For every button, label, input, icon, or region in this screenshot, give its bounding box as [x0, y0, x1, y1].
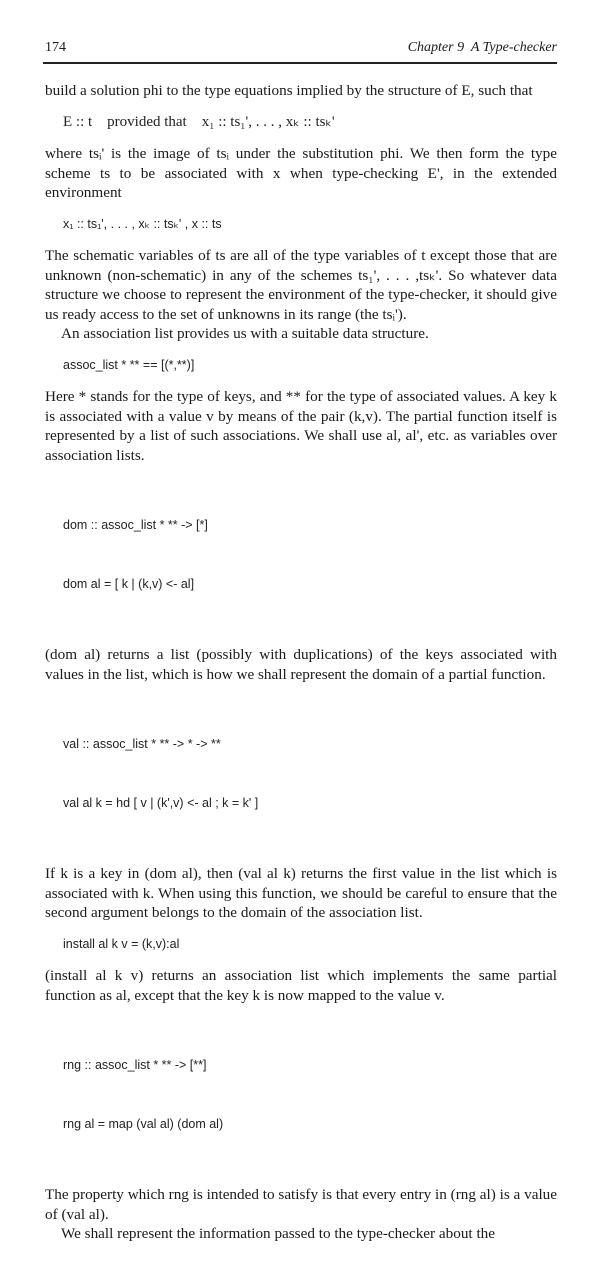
chapter-title: Chapter 9 A Type-checker	[407, 40, 557, 55]
code-block	[63, 1017, 557, 1173]
code-line: val :: assoc_list * ** -> * -> **	[63, 737, 221, 751]
code-line: dom al = [ k | (k,v) <- al]	[63, 576, 195, 591]
header-rule	[43, 62, 557, 64]
equation: x₁ :: ts₁', . . . , xₖ :: tsₖ' , x :: ts	[63, 216, 222, 231]
page-number: 174	[45, 40, 66, 55]
running-header	[45, 38, 557, 58]
paragraph: If k is a key in (dom al), then (val al k) returns the first value in the list which is associated with k. When using this function, we should be careful to ensure that the second argument belongs to the domain of the association list.	[45, 865, 557, 921]
code-block	[63, 477, 557, 633]
paragraph: (install al k v) returns an association list which implements the same partial function as al, except that the key k is now mapped to the value v.	[45, 967, 557, 1004]
paragraph: where tsᵢ' is the image of tsᵢ under the substitution phi. We then form the type scheme ts to be associated with x when type-checking E', in the extended environment	[45, 145, 557, 201]
code-block	[63, 696, 557, 852]
code-line: rng :: assoc_list * ** -> [**]	[63, 1058, 207, 1072]
code-line: assoc_list * ** == [(*,**)]	[63, 357, 195, 372]
paragraph: We shall represent the information passed to the type-checker about the	[61, 1225, 495, 1242]
paragraph: An association list provides us with a suitable data structure.	[61, 325, 429, 342]
paragraph: The schematic variables of ts are all of the type variables of t except those that are unknown (non-schematic) in any of the schemes ts₁', . . . ,tsₖ'. So whatever data structure we choose to represent the environment of the type-checker, it should give us ready access to the set of unknowns in its range (the tsᵢ').	[45, 247, 557, 323]
paragraph: (dom al) returns a list (possibly with duplications) of the keys associated with values in the list, which is how we shall represent the domain of a partial function.	[45, 646, 557, 683]
code-line: install al k v = (k,v):al	[63, 936, 180, 951]
code-line: val al k = hd [ v | (k',v) <- al ; k = k' ]	[63, 795, 259, 810]
paragraph: Here * stands for the type of keys, and ** for the type of associated values. A key k is associated with a value v by means of the pair (k,v). The partial function itself is represented by a list of such associations. We shall use al, al', etc. as variables over association lists.	[45, 388, 557, 464]
paragraph: build a solution phi to the type equations implied by the structure of E, such that	[45, 82, 533, 99]
equation: E :: t provided that x₁ :: ts₁', . . . , xₖ :: tsₖ'	[63, 113, 335, 130]
code-line: rng al = map (val al) (dom al)	[63, 1116, 224, 1131]
code-line: dom :: assoc_list * ** -> [*]	[63, 518, 208, 532]
paragraph: The property which rng is intended to satisfy is that every entry in (rng al) is a value of (val al).	[45, 1186, 557, 1223]
